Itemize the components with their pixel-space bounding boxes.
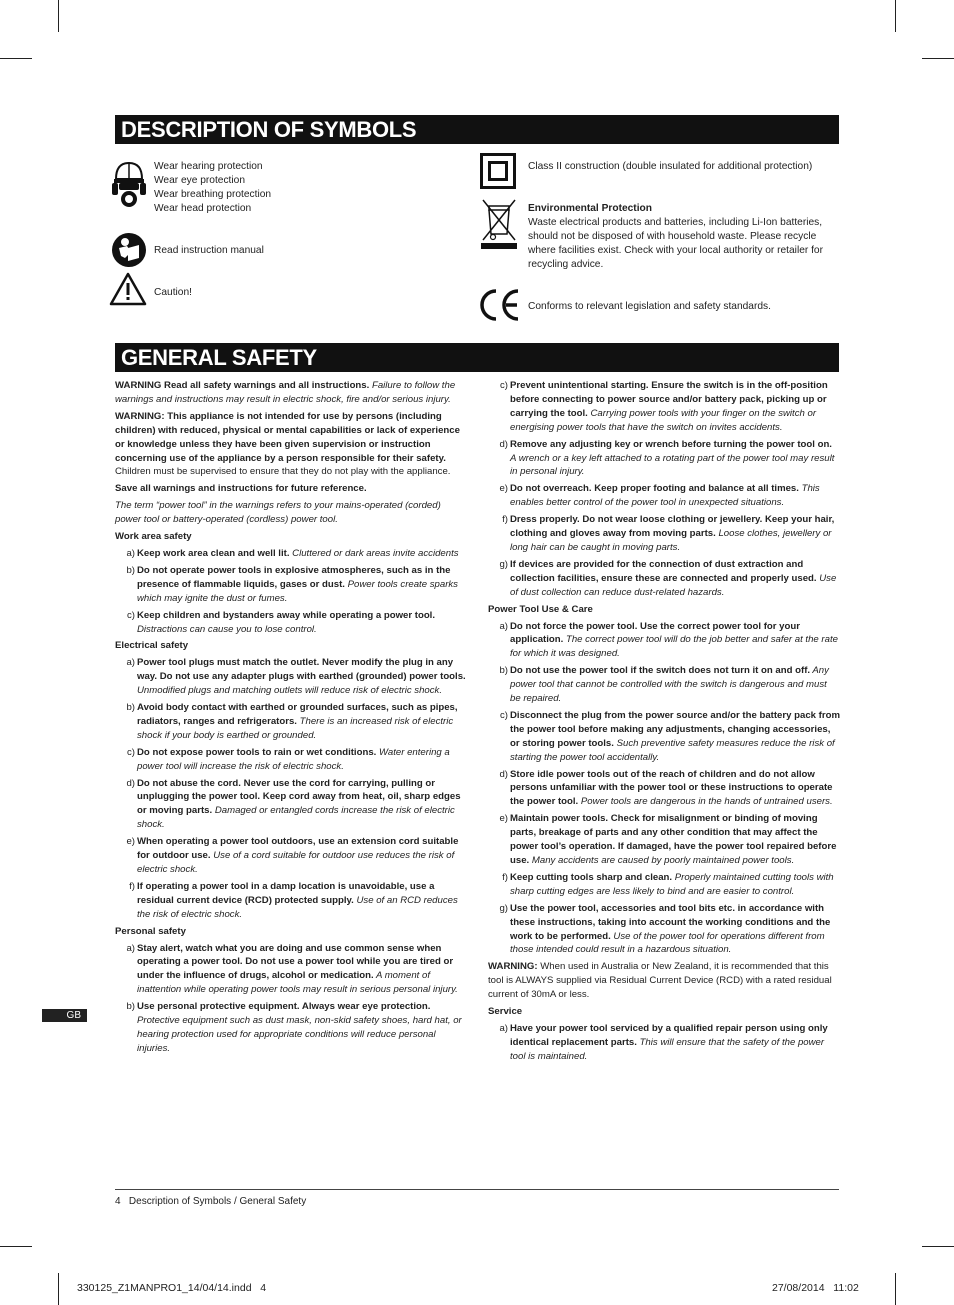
item-explanation: Protective equipment such as dust mask, non-skid safety shoes, hard hat, or hearing protection used for appropriate conditions will reduce personal injuries. [137, 1015, 462, 1054]
item-instruction: When operating a power tool outdoors, use an extension cord suitable for outdoor use. [137, 836, 459, 862]
item-letter: a) [499, 1022, 508, 1034]
safety-item [115, 835, 467, 877]
item-letter: f) [502, 871, 508, 883]
item-instruction: Keep work area clean and well lit. [137, 547, 290, 559]
crop-mark [895, 1273, 896, 1305]
warning-paragraph: WARNING: When used in Australia or New Zealand, it is recommended that this tool is ALWAYS supplied via Residual Current Device (RCD) with a rated residual current of 30mA or less. [488, 961, 832, 1001]
item-instruction: Use personal protective equipment. Always wear eye protection. [137, 1001, 431, 1013]
safety-item [488, 709, 840, 765]
item-instruction: Have your power tool serviced by a qualified repair person using only identical replacement parts. [510, 1022, 828, 1048]
symbols-banner: DESCRIPTION OF SYMBOLS [115, 115, 839, 144]
item-explanation: This will ensure that the safety of the power tool is maintained. [510, 1036, 825, 1062]
item-letter: b) [126, 1001, 135, 1013]
item-explanation: A moment of inattention while operating power tools may result in serious personal injury. [137, 970, 458, 996]
page-footer [115, 1196, 306, 1207]
item-instruction: Do not expose power tools to rain or wet conditions. [137, 746, 377, 758]
section-heading: Power Tool Use & Care [488, 603, 593, 615]
item-explanation: Use of an RCD reduces the risk of electric shock. [137, 894, 458, 920]
item-instruction: If devices are provided for the connection of dust extraction and collection facilities, ensure these are connected and properly used. [510, 558, 817, 584]
safety-item [115, 609, 467, 637]
item-letter: d) [499, 438, 508, 450]
safety-item [115, 547, 467, 561]
item-explanation: There is an increased risk of electric shock if your body is earthed or grounded. [137, 715, 454, 741]
term-note: The term “power tool” in the warnings refers to your mains-operated (corded) power tool or battery-operated (cordless) power tool. [115, 500, 441, 526]
item-letter: a) [499, 620, 508, 632]
item-explanation: Properly maintained cutting tools with sharp cutting edges are less likely to bind and are easier to control. [510, 871, 834, 897]
item-instruction: Store idle power tools out of the reach of children and do not allow persons unfamiliar with the power tool or these instructions to operate the power tool. [510, 768, 833, 808]
caution-text: Caution! [154, 287, 192, 298]
item-explanation: This enables better control of the power tool in unexpected situations. [510, 483, 820, 509]
safety-item [488, 620, 840, 662]
safety-item [488, 379, 840, 435]
ppe-line: Wear eye protection [154, 175, 245, 186]
section-heading: Service [488, 1006, 523, 1018]
item-instruction: If operating a power tool in a damp location is unavoidable, use a residual current device (RCD) protected supply. [137, 880, 435, 906]
item-letter: d) [126, 777, 135, 789]
crop-mark [58, 1273, 59, 1305]
safety-item [115, 1000, 467, 1056]
safety-item [488, 812, 840, 868]
item-letter: g) [499, 902, 508, 914]
item-explanation: Loose clothes, jewellery or long hair can be caught in moving parts. [510, 528, 832, 553]
ppe-icon [111, 161, 147, 211]
safety-item [488, 513, 840, 555]
page-number: 4 [115, 1196, 121, 1207]
item-instruction: Do not overreach. Keep proper footing and balance at all times. [510, 483, 799, 495]
left-column [115, 379, 467, 1059]
ppe-line: Wear breathing protection [154, 189, 272, 200]
section-heading: Work area safety [115, 531, 192, 543]
safety-banner: GENERAL SAFETY [115, 343, 839, 372]
item-explanation: Any power tool that cannot be controlled with the switch is dangerous and must be repaired. [510, 665, 829, 705]
item-letter: c) [500, 709, 508, 721]
manual-text: Read instruction manual [154, 245, 264, 256]
safety-item [488, 558, 840, 600]
item-letter: g) [499, 558, 508, 570]
language-tab: GB [42, 1009, 87, 1022]
environment-body: Waste electrical products and batteries, including Li-Ion batteries, should not be disposed of with household waste. Please recycle where facilities exist. Check with your local authority or retailer for recycling advice. [528, 217, 823, 270]
slug-right: 27/08/2014 11:02 [772, 1282, 859, 1294]
item-instruction: Disconnect the plug from the power source and/or the battery pack from the power tool before making any adjustments, changing accessories, or storing power tools. [510, 709, 840, 749]
safety-item [115, 656, 467, 698]
item-explanation: Distractions can cause you to lose control. [137, 623, 317, 635]
slug-left: 330125_Z1MANPRO1_14/04/14.indd 4 [77, 1282, 267, 1294]
crop-mark [895, 0, 896, 32]
item-instruction: Dress properly. Do not wear loose clothing or jewellery. Keep your hair, clothing and gloves away from moving parts. [510, 514, 835, 540]
item-instruction: Do not force the power tool. Use the correct power tool for your application. [510, 620, 800, 646]
ce-icon [477, 288, 523, 322]
item-instruction: Stay alert, watch what you are doing and use common sense when operating a power tool. Do not use a power tool while you are tired or under the influence of drugs, alcohol or medication. [137, 942, 454, 982]
item-explanation: Water entering a power tool will increase the risk of electric shock. [137, 746, 450, 772]
item-explanation: Use of the power tool for operations different from those intended could result in a hazardous situation. [510, 930, 825, 956]
item-letter: e) [499, 813, 508, 825]
ppe-line: Wear hearing protection [154, 161, 263, 172]
item-letter: c) [127, 746, 135, 758]
ce-text: Conforms to relevant legislation and safety standards. [528, 301, 771, 312]
class2-text: Class II construction (double insulated for additional protection) [528, 161, 813, 172]
item-letter: b) [126, 564, 135, 576]
item-letter: f) [129, 880, 135, 892]
item-explanation: Power tools are dangerous in the hands of untrained users. [578, 796, 833, 808]
item-letter: c) [500, 380, 508, 391]
crop-mark [922, 1246, 954, 1247]
crop-mark [0, 58, 32, 59]
warning-paragraph: WARNING: This appliance is not intended for use by persons (including children) with reduced, physical or mental capabilities or lack of experience or knowledge unless they have been given supervision or instruction concerning use of the appliance by a person responsible for their safety. Children must be supervised to ensure that they do not play with the appliance. [115, 410, 460, 478]
safety-item [488, 664, 840, 706]
item-explanation: Many accidents are caused by poorly maintained power tools. [529, 855, 795, 866]
item-letter: b) [499, 665, 508, 677]
item-explanation: Damaged or entangled cords increase the risk of electric shock. [137, 805, 455, 831]
item-explanation: Carrying power tools with your finger on the switch or energising power tools that have the switch on invites accidents. [510, 407, 817, 433]
item-letter: b) [126, 702, 135, 714]
item-instruction: Keep children and bystanders away while operating a power tool. [137, 609, 436, 621]
item-explanation: Cluttered or dark areas invite accidents [289, 547, 459, 559]
item-explanation: Unmodified plugs and matching outlets will reduce risk of electric shock. [137, 685, 443, 697]
safety-item [488, 902, 840, 958]
safety-item [488, 871, 840, 899]
item-instruction: Prevent unintentional starting. Ensure the switch is in the off-position before connecting to power source and/or battery pack, picking up or carrying the tool. [510, 380, 828, 419]
item-explanation: The correct power tool will do the job better and safer at the rate for which it was designed. [510, 634, 838, 660]
save-note: Save all warnings and instructions for future reference. [115, 483, 367, 495]
item-instruction: Maintain power tools. Check for misalignment or binding of moving parts, breakage of parts and any other condition that may affect the power tool’s operation. If damaged, have the power tool repaired before use. [510, 813, 837, 866]
safety-item [115, 701, 467, 743]
footer-title: Description of Symbols / General Safety [128, 1196, 307, 1207]
item-explanation: A wrench or a key left attached to a rotating part of the power tool may result in personal injury. [510, 452, 835, 478]
section-heading: Personal safety [115, 925, 186, 937]
warning-paragraph: WARNING Read all safety warnings and all instructions. Failure to follow the warnings and instructions may result in electric shock, fire and/or serious injury. [115, 380, 456, 405]
safety-item [488, 438, 840, 480]
item-explanation: Power tools create sparks which may ignite the dust or fumes. [137, 578, 458, 604]
ppe-line: Wear head protection [154, 203, 252, 214]
item-instruction: Keep cutting tools sharp and clean. [510, 871, 673, 883]
safety-item [115, 880, 467, 922]
item-instruction: Do not operate power tools in explosive atmospheres, such as in the presence of flammable liquids, gases or dust. [137, 564, 451, 590]
item-explanation: Such preventive safety measures reduce the risk of starting the power tool accidentally. [510, 737, 835, 763]
environment-title: Environmental Protection [528, 203, 652, 214]
safety-item [488, 1022, 840, 1064]
environment-text [528, 202, 828, 272]
item-letter: a) [126, 657, 135, 669]
item-letter: e) [499, 483, 508, 495]
safety-item [115, 746, 467, 774]
item-instruction: Do not abuse the cord. Never use the cord for carrying, pulling or unplugging the power tool. Keep cord away from heat, oil, sharp edges or moving parts. [137, 777, 461, 817]
item-instruction: Do not use the power tool if the switch does not turn it on and off. [510, 665, 811, 677]
crop-mark [0, 1246, 32, 1247]
item-explanation: Use of dust collection can reduce dust-related hazards. [510, 572, 837, 598]
crop-mark [922, 58, 954, 59]
item-letter: f) [502, 514, 508, 526]
item-instruction: Avoid body contact with earthed or grounded surfaces, such as pipes, radiators, ranges and refrigerators. [137, 702, 458, 727]
footer-rule [115, 1189, 839, 1190]
item-explanation: Use of a cord suitable for outdoor use reduces the risk of electric shock. [137, 850, 455, 875]
safety-item [115, 942, 467, 998]
item-letter: c) [127, 609, 135, 621]
item-instruction: Remove any adjusting key or wrench before turning the power tool on. [510, 438, 832, 450]
caution-icon [109, 272, 147, 306]
safety-item [488, 768, 840, 810]
crop-mark [58, 0, 59, 32]
item-instruction: Power tool plugs must match the outlet. Never modify the plug in any way. Do not use any adapter plugs with earthed (grounded) power tools. [137, 657, 466, 683]
weee-icon [479, 198, 519, 250]
safety-item [115, 777, 467, 833]
right-column [488, 379, 840, 1067]
item-instruction: Use the power tool, accessories and tool bits etc. in accordance with these instructions, taking into account the working conditions and the work to be performed. [510, 902, 831, 942]
item-letter: a) [126, 547, 135, 559]
section-heading: Electrical safety [115, 640, 189, 652]
ppe-text [154, 160, 271, 216]
item-letter: a) [126, 942, 135, 954]
safety-item [115, 564, 467, 606]
item-letter: d) [499, 768, 508, 780]
class2-icon [480, 153, 516, 189]
safety-item [488, 482, 840, 510]
item-letter: e) [126, 836, 135, 848]
manual-icon [111, 232, 147, 268]
